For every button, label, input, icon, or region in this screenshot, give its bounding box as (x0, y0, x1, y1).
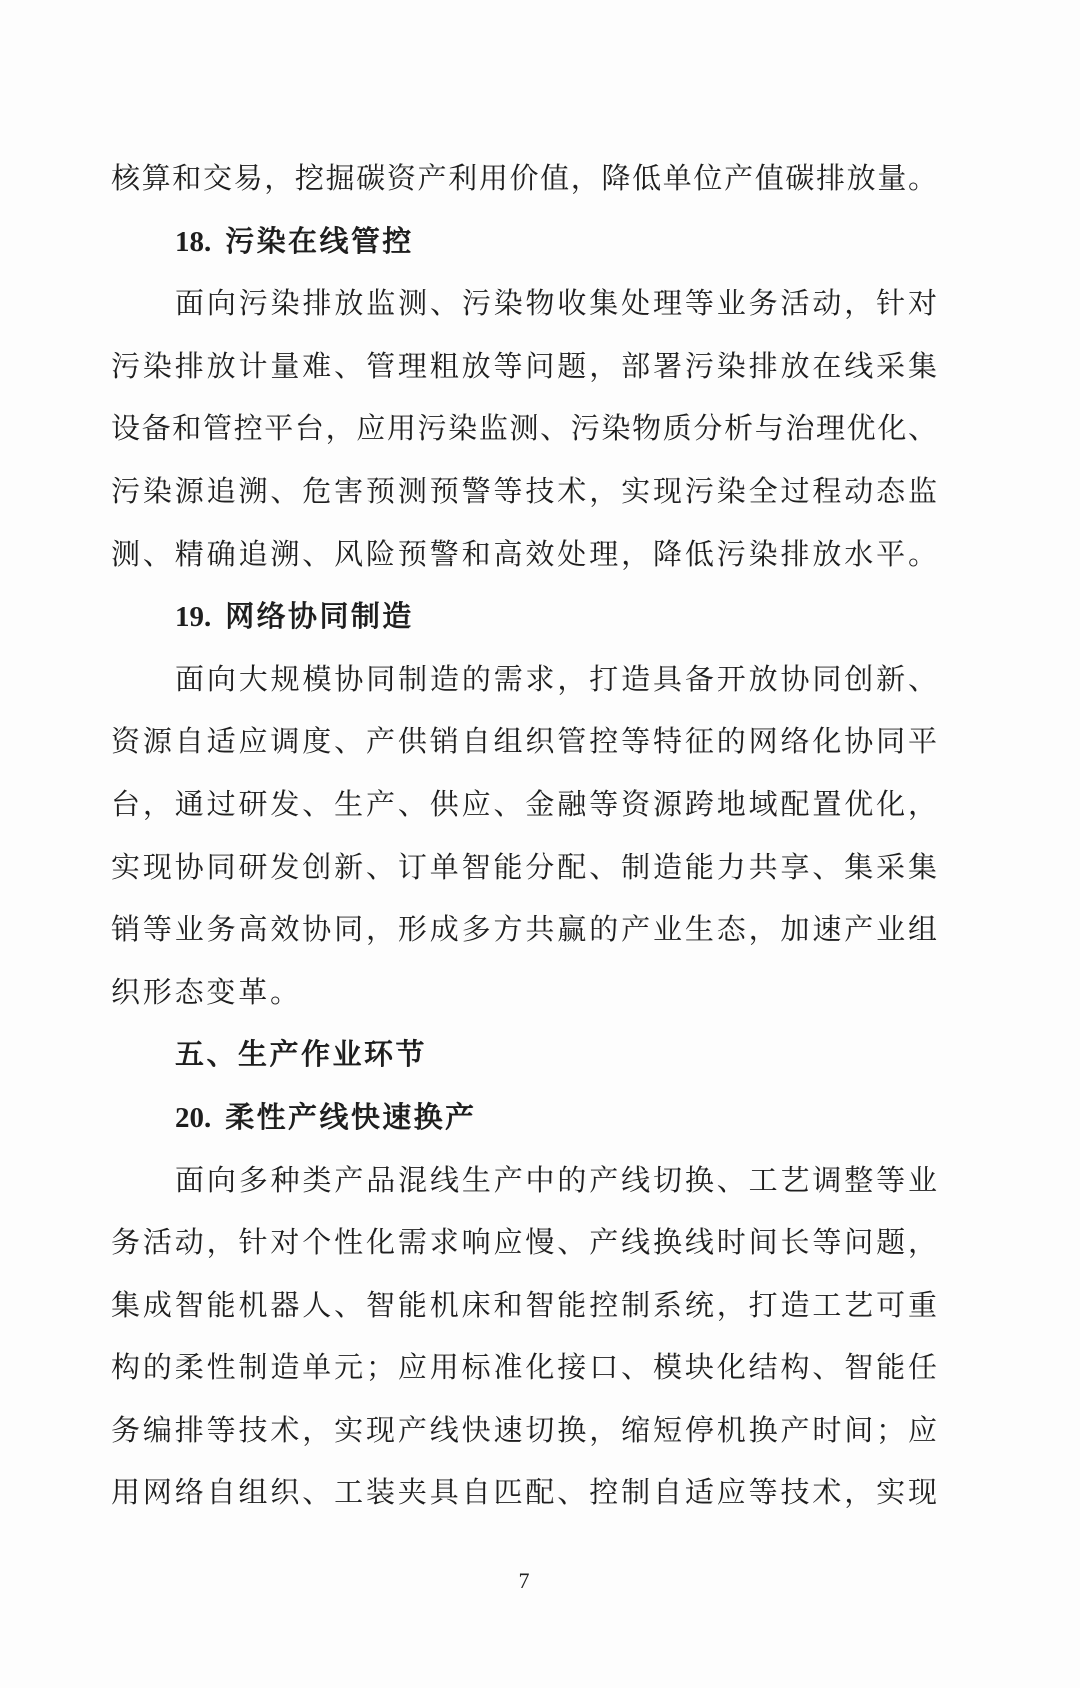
paragraph-line: 核算和交易，挖掘碳资产利用价值，降低单位产值碳排放量。 (111, 161, 937, 195)
heading-18 (111, 210, 937, 273)
paragraph-line: 台，通过研发、生产、供应、金融等资源跨地域配置优化， (111, 786, 937, 821)
paragraph-line: 集成智能机器人、智能机床和智能控制系统，打造工艺可重 (111, 1287, 937, 1322)
heading-19 (111, 585, 937, 648)
heading-number: 20. (175, 1101, 212, 1134)
heading-title: 柔性产线快速换产 (225, 1099, 477, 1134)
paragraph-line: 设备和管控平台，应用污染监测、污染物质分析与治理优化、 (111, 411, 937, 446)
heading-number: 18. (175, 225, 212, 258)
paragraph-line: 织形态变革。 (111, 974, 302, 1009)
paragraph-line: 用网络自组织、工装夹具自匹配、控制自适应等技术，实现 (111, 1475, 937, 1510)
paragraph-line: 测、精确追溯、风险预警和高效处理，降低污染排放水平。 (111, 536, 937, 571)
paragraph-line: 污染排放计量难、管理粗放等问题，部署污染排放在线采集 (111, 348, 937, 383)
paragraph-line: 销等业务高效协同，形成多方共赢的产业生态，加速产业组 (111, 912, 937, 947)
paragraph-line: 面向大规模协同制造的需求，打造具备开放协同创新、 (175, 661, 937, 696)
page-number: 7 (518, 1568, 530, 1593)
heading-number: 19. (175, 601, 212, 634)
section-heading: 五、生产作业环节 (175, 1037, 428, 1072)
heading-title: 网络协同制造 (225, 599, 414, 634)
paragraph-line: 污染源追溯、危害预测预警等技术，实现污染全过程动态监 (111, 473, 937, 508)
heading-20 (111, 1086, 937, 1149)
paragraph-line: 面向多种类产品混线生产中的产线切换、工艺调整等业 (175, 1162, 937, 1197)
paragraph-line: 资源自适应调度、产供销自组织管控等特征的网络化协同平 (111, 724, 937, 759)
heading-title: 污染在线管控 (225, 223, 414, 258)
paragraph-line: 实现协同研发创新、订单智能分配、制造能力共享、集采集 (111, 849, 937, 884)
paragraph-line: 务编排等技术，实现产线快速切换，缩短停机换产时间；应 (111, 1412, 937, 1447)
paragraph-line: 面向污染排放监测、污染物收集处理等业务活动，针对 (175, 286, 937, 321)
paragraph-line: 务活动，针对个性化需求响应慢、产线换线时间长等问题， (111, 1225, 937, 1260)
page-body (111, 147, 937, 1524)
paragraph-line: 构的柔性制造单元；应用标准化接口、模块化结构、智能任 (111, 1350, 937, 1385)
